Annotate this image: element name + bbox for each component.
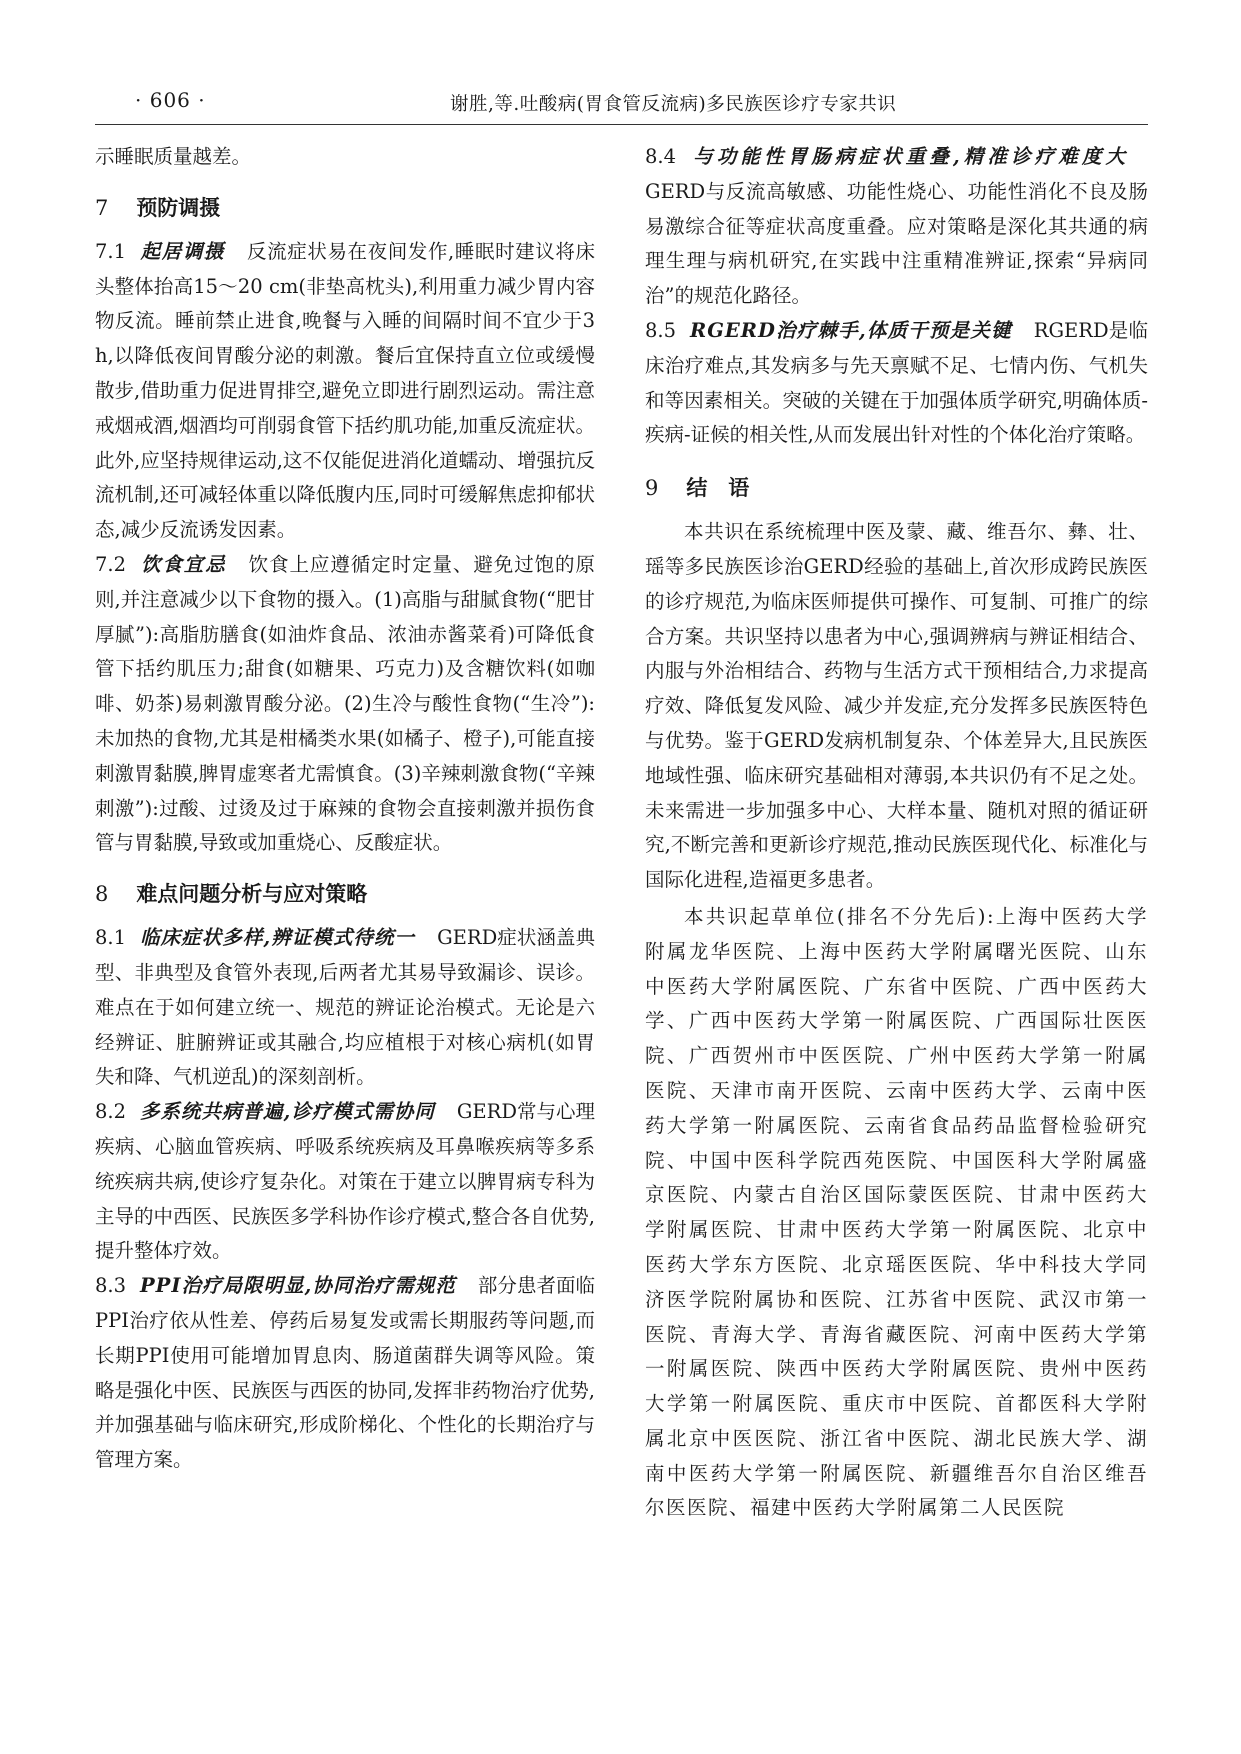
subsection-number: 8.3 [95,1274,127,1298]
subsection-title: 饮食宜忌 [140,552,227,576]
subsection-body: 饮食上应遵循定时定量、避免过饱的原则,并注意减少以下食物的摄入。(1)高脂与甜腻食物(“肥甘厚腻”):高脂肪膳食(如油炸食品、浓油赤酱菜肴)可降低食管下括约肌压力;甜食(如糖果、巧克力)及含糖饮料(如咖啡、奶茶)易刺激胃酸分泌。(2)生冷与酸性食物(“生冷”):未加热的食物,尤其是柑橘类水果(如橘子、橙子),可能直接刺激胃黏膜,脾胃虚寒者尤需慎食。(3)辛辣刺激食物(“辛辣刺激”):过酸、过烫及过于麻辣的食物会直接刺激并损伤食管与胃黏膜,导致或加重烧心、反酸症状。 [95,552,595,855]
running-title: 谢胜,等.吐酸病(胃食管反流病)多民族医诊疗专家共识 [450,94,897,115]
right-column [645,140,1148,1526]
page-number: · 606 · [135,88,206,112]
section-8-heading [95,877,595,911]
subsection-8-5 [645,314,1148,453]
left-column [95,140,595,1478]
continuation-text: 示睡眠质量越差。 [95,145,252,168]
header-rule [95,124,1148,125]
section-title: 预防调摄 [136,195,221,220]
section-number: 7 [95,195,109,220]
subsection-8-4 [645,140,1148,314]
subsection-title: PPI治疗局限明显,协同治疗需规范 [140,1274,456,1298]
subsection-number: 8.1 [95,926,127,950]
section-title: 结 语 [686,476,750,501]
subsection-number: 8.4 [645,145,677,168]
section-7-heading [95,191,595,225]
subsection-8-1 [95,921,595,1095]
subsection-7-2 [95,548,595,861]
conclusion-paragraph: 本共识在系统梳理中医及蒙、藏、维吾尔、彝、壮、瑶等多民族医诊治GERD经验的基础上,首次形成跨民族医的诊疗规范,为临床医师提供可操作、可复制、可推广的综合方案。共识坚持以患者为中心,强调辨病与辨证相结合、内服与外治相结合、药物与生活方式干预相结合,力求提高疗效、降低复发风险、减少并发症,充分发挥多民族医特色与优势。鉴于GERD发病机制复杂、个体差异大,且民族医地域性强、临床研究基础相对薄弱,本共识仍有不足之处。未来需进一步加强多中心、大样本量、随机对照的循证研究,不断完善和更新诊疗规范,推动民族医现代化、标准化与国际化进程,造福更多患者。 [645,520,1148,892]
drafting-units-paragraph: 本共识起草单位(排名不分先后):上海中医药大学附属龙华医院、上海中医药大学附属曙光医院、山东中医药大学附属医院、广东省中医院、广西中医药大学、广西中医药大学第一附属医院、广西国际壮医医院、广西贺州市中医医院、广州中医药大学第一附属医院、天津市南开医院、云南中医药大学、云南中医药大学第一附属医院、云南省食品药品监督检验研究院、中国中医科学院西苑医院、中国医科大学附属盛京医院、内蒙古自治区国际蒙医医院、甘肃中医药大学附属医院、甘肃中医药大学第一附属医院、北京中医药大学东方医院、北京瑶医医院、华中科技大学同济医学院附属协和医院、江苏省中医院、武汉市第一医院、青海大学、青海省藏医院、河南中医药大学第一附属医院、陕西中医药大学附属医院、贵州中医药大学第一附属医院、重庆市中医院、首都医科大学附属北京中医医院、浙江省中医院、湖北民族大学、湖南中医药大学第一附属医院、新疆维吾尔自治区维吾尔医医院、福建中医药大学附属第二人民医院 [645,904,1148,1520]
subsection-body: GERD与反流高敏感、功能性烧心、功能性消化不良及肠易激综合征等症状高度重叠。应对策略是深化其共通的病理生理与病机研究,在实践中注重精准辨证,探索“异病同治”的规范化路径。 [645,179,1148,308]
subsection-number: 8.2 [95,1100,127,1124]
section-title: 难点问题分析与应对策略 [136,882,368,907]
subsection-title: 多系统共病普遍,诊疗模式需协同 [140,1100,435,1124]
subsection-7-1 [95,235,595,548]
subsection-number: 7.1 [95,239,127,263]
subsection-title: 起居调摄 [140,239,226,263]
subsection-title: 与功能性胃肠病症状重叠,精准诊疗难度大 [690,145,1126,168]
subsection-number: 7.2 [95,552,127,576]
section-9-heading [645,471,1148,505]
section-number: 9 [645,476,659,501]
subsection-body: GERD症状涵盖典型、非典型及食管外表现,后两者尤其易导致漏诊、误诊。难点在于如何建立统一、规范的辨证论治模式。无论是六经辨证、脏腑辨证或其融合,均应植根于对核心病机(如胃失和降、气机逆乱)的深刻剖析。 [95,926,595,1089]
subsection-body: GERD常与心理疾病、心脑血管疾病、呼吸系统疾病及耳鼻喉疾病等多系统疾病共病,使诊疗复杂化。对策在于建立以脾胃病专科为主导的中西医、民族医多学科协作诊疗模式,整合各自优势,提升整体疗效。 [95,1100,595,1263]
section-number: 8 [95,882,109,907]
subsection-body: 部分患者面临PPI治疗依从性差、停药后易复发或需长期服药等问题,而长期PPI使用可能增加胃息肉、肠道菌群失调等风险。策略是强化中医、民族医与西医的协同,发挥非药物治疗优势,并加强基础与临床研究,形成阶梯化、个性化的长期治疗与管理方案。 [95,1274,595,1472]
subsection-title: 临床症状多样,辨证模式待统一 [140,926,416,950]
subsection-body: 反流症状易在夜间发作,睡眠时建议将床头整体抬高15～20 cm(非垫高枕头),利用重力减少胃内容物反流。睡前禁止进食,晚餐与入睡的间隔时间不宜少于3 h,以降低夜间胃酸分泌的刺激。餐后宜保持直立位或缓慢散步,借助重力促进胃排空,避免立即进行剧烈运动。需注意戒烟戒酒,烟酒均可削弱食管下括约肌功能,加重反流症状。此外,应坚持规律运动,这不仅能促进消化道蠕动、增强抗反流机制,还可减轻体重以降低腹内压,同时可缓解焦虑抑郁状态,减少反流诱发因素。 [95,239,595,542]
subsection-title: RGERD治疗棘手,体质干预是关键 [690,318,1012,342]
subsection-body: RGERD是临床治疗难点,其发病多与先天禀赋不足、七情内伤、气机失和等因素相关。突破的关键在于加强体质学研究,明确体质-疾病-证候的相关性,从而发展出针对性的个体化治疗策略。 [645,318,1148,447]
page-header [95,86,1148,130]
subsection-8-2 [95,1095,595,1269]
subsection-8-3 [95,1269,595,1478]
subsection-number: 8.5 [645,318,677,342]
